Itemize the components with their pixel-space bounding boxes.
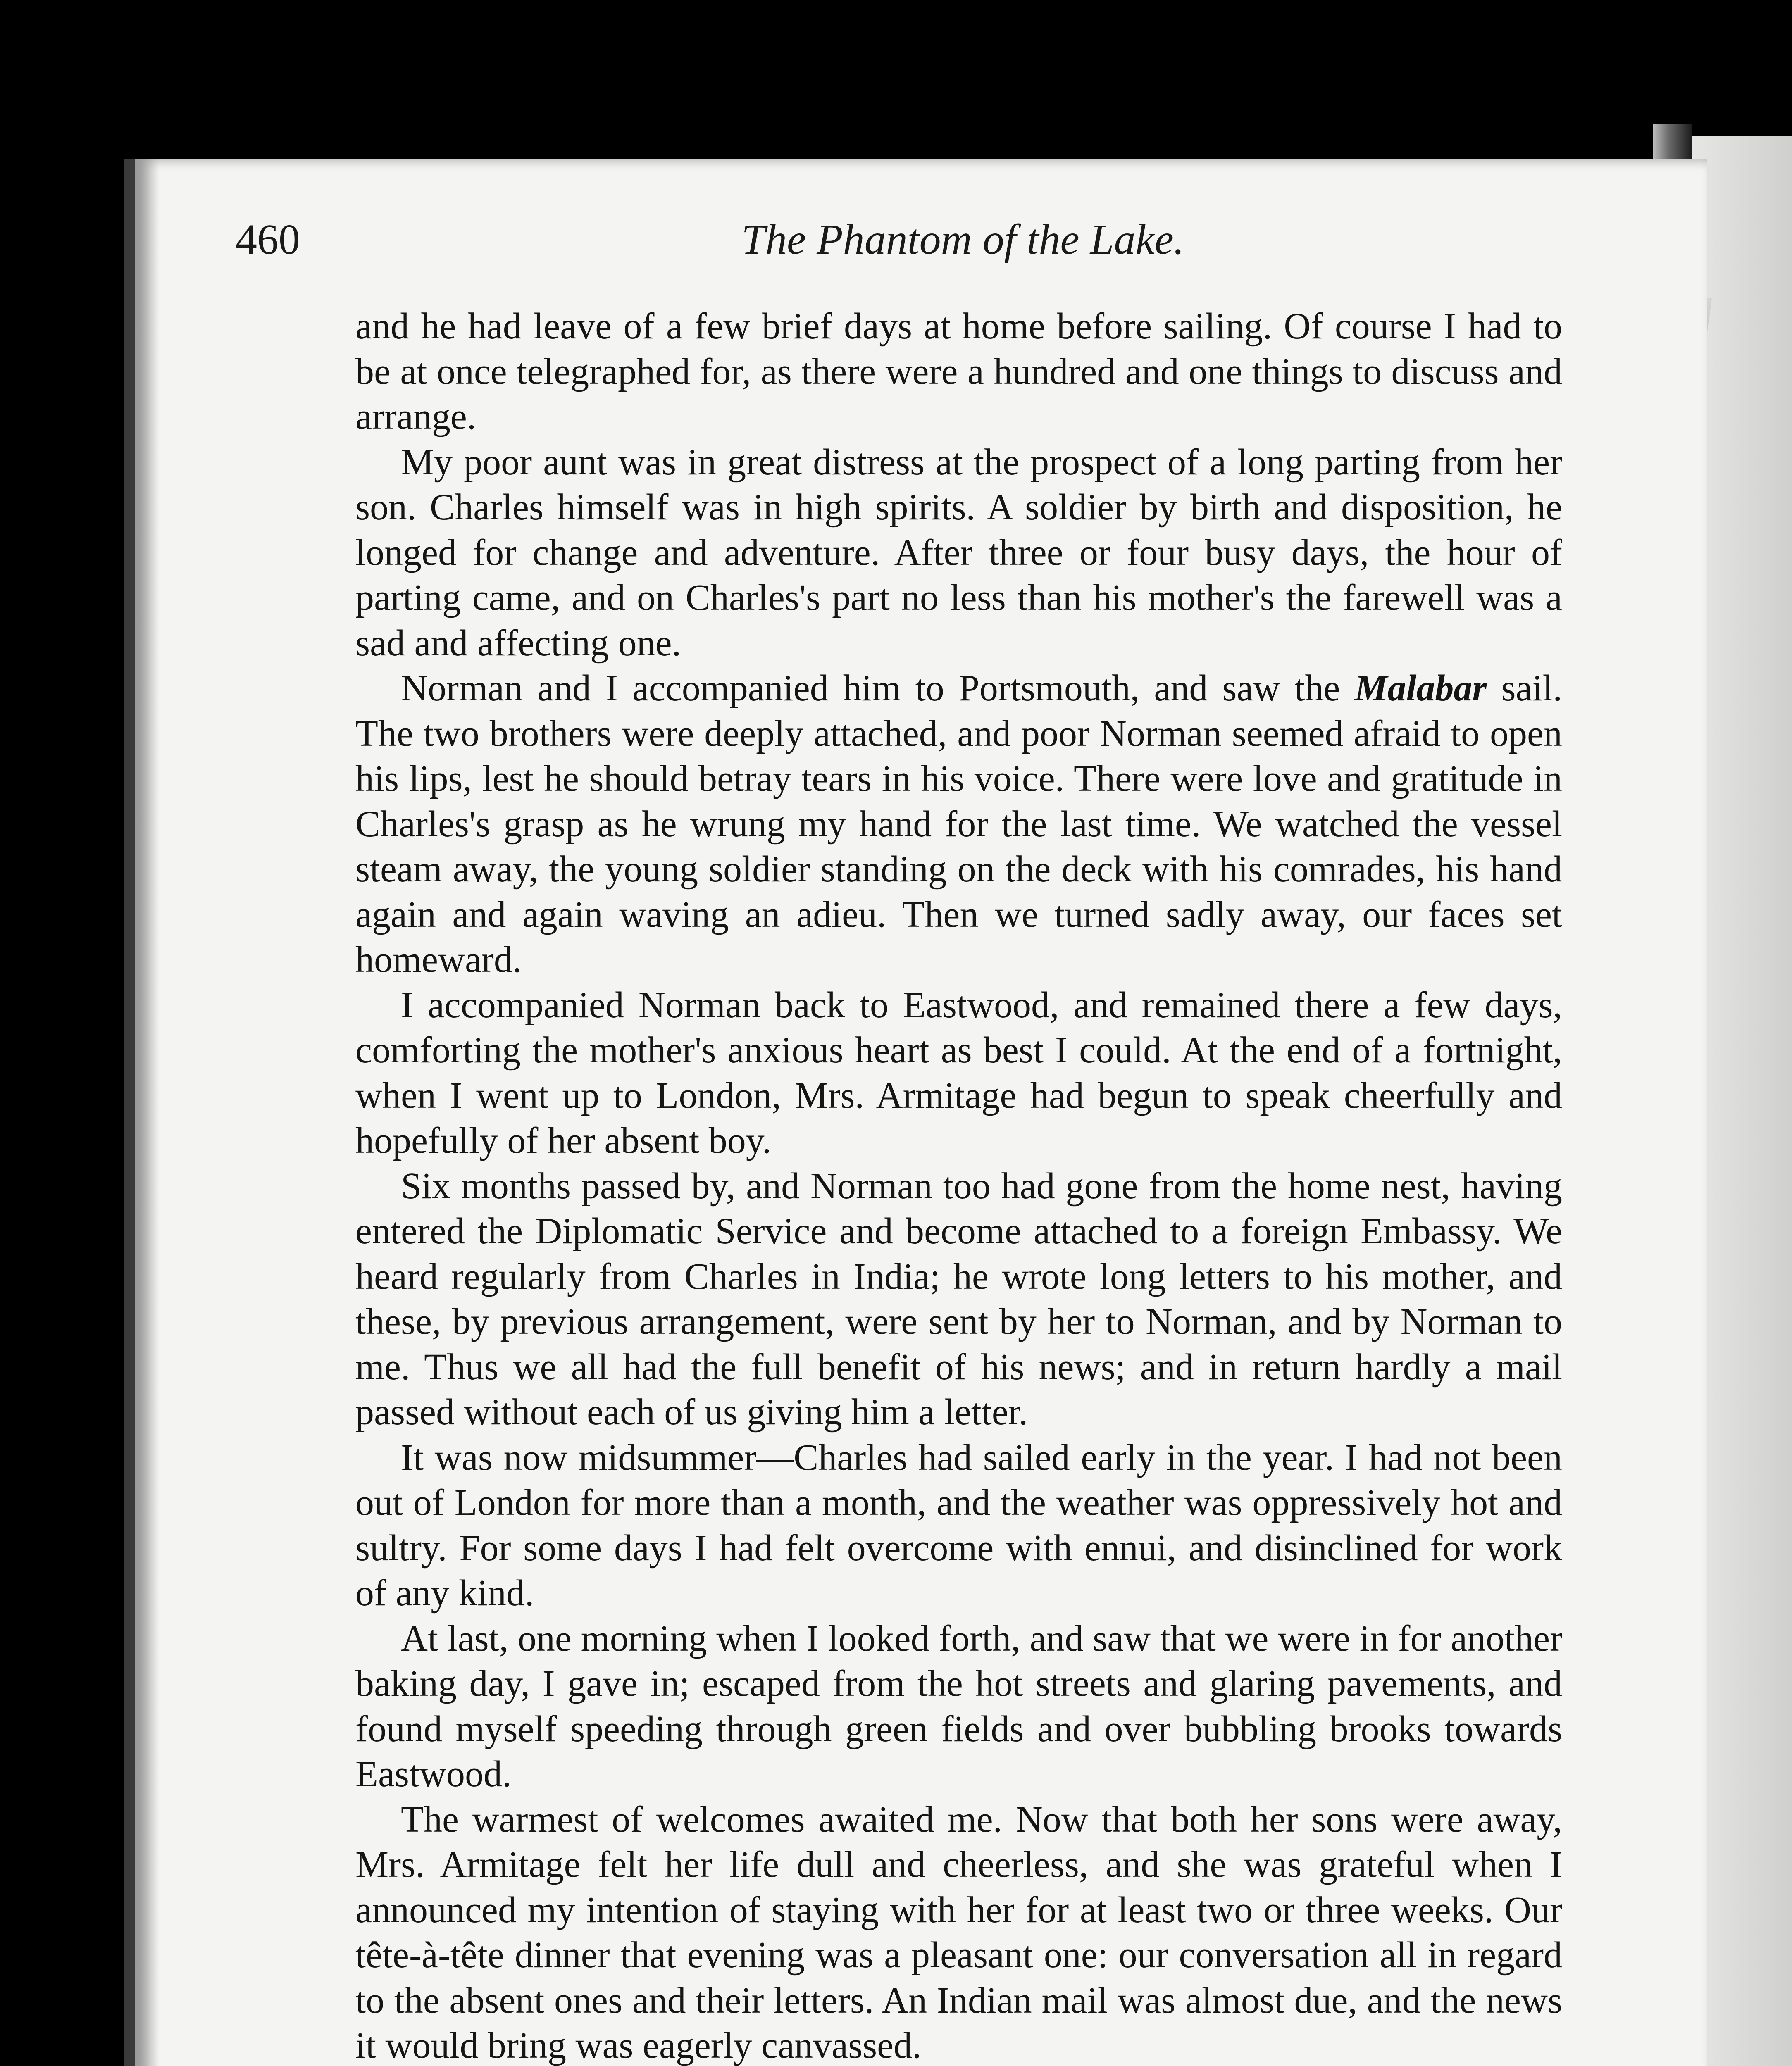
running-head	[236, 215, 1583, 281]
paragraph-5: Six months passed by, and Norman too had gone from the home nest, having entered the Diplomatic Service and become attached to a foreign Embassy. We heard regularly from Charles in India; he wrote long letters to his mother, and these, by previous arrangement, were sent by her to Norman, and by Norman to me. Thus we all had the full benefit of his news; and in return hardly a mail passed without each of us giving him a letter.	[355, 1165, 1562, 1433]
paragraph-1: and he had leave of a few brief days at home before sailing. Of course I had to be at once telegraphed for, as there were a hundred and one things to discuss and arrange.	[355, 306, 1562, 437]
paragraph-8: The warmest of welcomes awaited me. Now that both her sons were away, Mrs. Armitage felt her life dull and cheerless, and she was grateful when I announced my intention of staying with her for at least two or three weeks. Our tête-à-tête dinner that evening was a pleasant one: our conversation all in regard to the absent ones and their letters. An Indian mail was almost due, and the news it would bring was eagerly canvassed.	[355, 1799, 1562, 2066]
paragraph-3-text-after: sail. The two brothers were deeply attached, and poor Norman seemed afraid to open his lips, lest he should betray tears in his voice. There were love and gratitude in Charles's grasp as he wrung my hand for the last time. We watched the vessel steam away, the young soldier standing on the deck with his comrades, his hand again and again waving an adieu. Then we turned sadly away, our faces set homeward.	[355, 668, 1562, 980]
paragraph-6: It was now midsummer—Charles had sailed early in the year. I had not been out of London for more than a month, and the weather was oppressively hot and sultry. For some days I had felt overcome with ennui, and disinclined for work of any kind.	[355, 1437, 1562, 1614]
paragraph-7: At last, one morning when I looked forth, and saw that we were in for another baking day, I gave in; escaped from the hot streets and glaring pavements, and found myself speeding through green fields and over bubbling brooks towards Eastwood.	[355, 1618, 1562, 1795]
paragraph-2: My poor aunt was in great distress at the prospect of a long parting from her son. Charles himself was in high spirits. A soldier by birth and disposition, he longed for change and adventure. After three or four busy days, the hour of parting came, and on Charles's part no less than his mother's the farewell was a sad and affecting one.	[355, 441, 1562, 664]
paragraph-3	[355, 666, 1562, 983]
paragraph-3-text-before: Norman and I accompanied him to Portsmouth, and saw the	[401, 668, 1355, 709]
paragraph-4: I accompanied Norman back to Eastwood, and remained there a few days, comforting the mother's anxious heart as best I could. At the end of a fortnight, when I went up to London, Mrs. Armitage had begun to speak cheerfully and hopefully of her absent boy.	[355, 984, 1562, 1161]
running-head-title: The Phantom of the Lake.	[741, 216, 1184, 263]
page-number: 460	[236, 216, 300, 263]
adjacent-page-edge	[1692, 136, 1792, 2066]
ship-name: Malabar	[1354, 668, 1487, 709]
body-text	[355, 304, 1562, 2066]
